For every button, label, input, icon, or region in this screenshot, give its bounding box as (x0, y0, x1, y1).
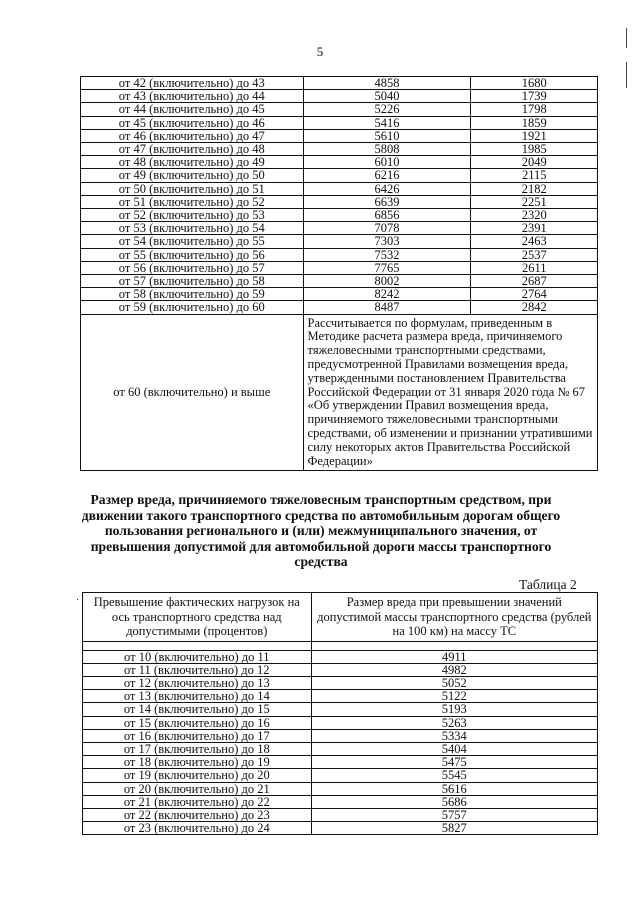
range-cell: от 17 (включительно) до 18 (83, 742, 312, 755)
damage-table-1-body (81, 77, 598, 471)
col1-header: Превышение фактических нагрузок на ось транспортного средства над допустимыми (процентов) (83, 593, 312, 642)
value-b-cell: 1985 (471, 143, 598, 156)
value-b-cell: 1680 (471, 77, 598, 90)
value-b-cell: 1739 (471, 90, 598, 103)
range-cell: от 58 (включительно) до 59 (81, 288, 304, 301)
margin-tick: · (76, 595, 80, 606)
range-cell: от 44 (включительно) до 45 (81, 103, 304, 116)
value-cell: 5686 (311, 795, 597, 808)
range-cell: от 19 (включительно) до 20 (83, 769, 312, 782)
table-row (83, 769, 598, 782)
range-cell: от 10 (включительно) до 11 (83, 650, 312, 663)
value-b-cell: 2320 (471, 209, 598, 222)
value-b-cell: 2764 (471, 288, 598, 301)
range-cell: от 57 (включительно) до 58 (81, 275, 304, 288)
range-cell: от 21 (включительно) до 22 (83, 795, 312, 808)
table-row (83, 782, 598, 795)
table-row (81, 103, 598, 116)
value-a-cell: 5226 (303, 103, 471, 116)
range-cell: от 43 (включительно) до 44 (81, 90, 304, 103)
value-cell: 5193 (311, 703, 597, 716)
value-a-cell: 8242 (303, 288, 471, 301)
value-a-cell: 8002 (303, 275, 471, 288)
value-a-cell: 5416 (303, 116, 471, 129)
value-b-cell: 2391 (471, 222, 598, 235)
table-row (81, 301, 598, 314)
value-cell: 5052 (311, 676, 597, 689)
table-row (83, 676, 598, 689)
table-label: Таблица 2 (519, 577, 577, 592)
value-cell: 4911 (311, 650, 597, 663)
value-cell: 5616 (311, 782, 597, 795)
range-cell: от 47 (включительно) до 48 (81, 143, 304, 156)
table-row (81, 169, 598, 182)
range-cell: от 23 (включительно) до 24 (83, 822, 312, 835)
table-row (81, 129, 598, 142)
value-b-cell: 1798 (471, 103, 598, 116)
value-b-cell: 2611 (471, 261, 598, 274)
formula-note-cell: Рассчитывается по формулам, приведенным в Методике расчета размера вреда, причиняемого тяжеловесными транспортными средствами, предусмотренной Правилами возмещения вреда, утвержденными постановлением Правительства Российской Федерации от 31 января 2020 года № 67 «Об утверждении Правил возмещения вреда, причиняемого тяжеловесными транспортными средствами, об изменении и признании утратившими силу некоторых актов Правительства Российской Федерации» (303, 314, 597, 471)
range-cell: от 20 (включительно) до 21 (83, 782, 312, 795)
value-cell: 5545 (311, 769, 597, 782)
table-row (83, 808, 598, 821)
value-a-cell: 7303 (303, 235, 471, 248)
table-row (81, 77, 598, 90)
range-cell: от 59 (включительно) до 60 (81, 301, 304, 314)
table-row (81, 288, 598, 301)
range-cell: от 51 (включительно) до 52 (81, 195, 304, 208)
value-a-cell: 5610 (303, 129, 471, 142)
range-cell: от 56 (включительно) до 57 (81, 261, 304, 274)
table-row (83, 756, 598, 769)
range-cell: от 16 (включительно) до 17 (83, 729, 312, 742)
table-row (81, 195, 598, 208)
range-cell: от 12 (включительно) до 13 (83, 676, 312, 689)
value-cell: 5263 (311, 716, 597, 729)
range-cell: от 49 (включительно) до 50 (81, 169, 304, 182)
value-a-cell: 5040 (303, 90, 471, 103)
range-cell: от 50 (включительно) до 51 (81, 182, 304, 195)
table-row-formula (81, 314, 598, 471)
value-a-cell: 6216 (303, 169, 471, 182)
table-row (81, 182, 598, 195)
value-cell: 5757 (311, 808, 597, 821)
value-a-cell: 6010 (303, 156, 471, 169)
section-heading: Размер вреда, причиняемого тяжеловесным транспортным средством, при движении такого транспортного средства по автомобильным дорогам общего пользования регионального и (или) межмуниципального значения, от превышения допустимой для автомобильной дороги массы транспортного средства (81, 492, 561, 570)
table-row (81, 222, 598, 235)
value-b-cell: 2115 (471, 169, 598, 182)
table-row (81, 156, 598, 169)
value-b-cell: 2842 (471, 301, 598, 314)
range-cell: от 54 (включительно) до 55 (81, 235, 304, 248)
value-b-cell: 2687 (471, 275, 598, 288)
range-cell: от 53 (включительно) до 54 (81, 222, 304, 235)
table-row (83, 650, 598, 663)
value-b-cell: 2182 (471, 182, 598, 195)
table-row (83, 703, 598, 716)
value-b-cell: 2537 (471, 248, 598, 261)
damage-table-2-body (83, 641, 598, 835)
scan-edge-mark (626, 28, 627, 48)
value-cell: 5475 (311, 756, 597, 769)
damage-table-1 (80, 76, 598, 471)
table-row (83, 690, 598, 703)
table-row (81, 275, 598, 288)
range-cell: от 45 (включительно) до 46 (81, 116, 304, 129)
value-b-cell: 2463 (471, 235, 598, 248)
value-a-cell: 6426 (303, 182, 471, 195)
value-cell: 5334 (311, 729, 597, 742)
value-b-cell: 2251 (471, 195, 598, 208)
range-cell: от 46 (включительно) до 47 (81, 129, 304, 142)
value-cell: 5404 (311, 742, 597, 755)
value-b-cell: 1921 (471, 129, 598, 142)
range-cell: от 48 (включительно) до 49 (81, 156, 304, 169)
value-cell: 5122 (311, 690, 597, 703)
range-cell: от 14 (включительно) до 15 (83, 703, 312, 716)
range-cell: от 42 (включительно) до 43 (81, 77, 304, 90)
value-b-cell: 1859 (471, 116, 598, 129)
range-cell: от 52 (включительно) до 53 (81, 209, 304, 222)
scan-edge-mark (626, 62, 627, 88)
table-row (83, 822, 598, 835)
value-a-cell: 4858 (303, 77, 471, 90)
range-cell: от 18 (включительно) до 19 (83, 756, 312, 769)
range-cell: от 15 (включительно) до 16 (83, 716, 312, 729)
table-row (81, 209, 598, 222)
value-a-cell: 7078 (303, 222, 471, 235)
table-row (83, 716, 598, 729)
value-a-cell: 8487 (303, 301, 471, 314)
table-row (83, 795, 598, 808)
value-a-cell: 7765 (303, 261, 471, 274)
value-cell: 5827 (311, 822, 597, 835)
range-cell: от 13 (включительно) до 14 (83, 690, 312, 703)
table-row (83, 663, 598, 676)
value-a-cell: 5808 (303, 143, 471, 156)
table-row (81, 90, 598, 103)
table-row (81, 143, 598, 156)
page-number: 5 (316, 44, 324, 59)
spacer-cell (311, 641, 597, 650)
table-header-row (83, 593, 598, 642)
table-row (81, 261, 598, 274)
range-cell: от 22 (включительно) до 23 (83, 808, 312, 821)
range-cell: от 60 (включительно) и выше (81, 314, 304, 471)
table-row (83, 729, 598, 742)
range-cell: от 11 (включительно) до 12 (83, 663, 312, 676)
table-row (83, 742, 598, 755)
spacer-cell (83, 641, 312, 650)
table-spacer-row (83, 641, 598, 650)
value-a-cell: 7532 (303, 248, 471, 261)
table-row (81, 116, 598, 129)
table-row (81, 235, 598, 248)
value-b-cell: 2049 (471, 156, 598, 169)
table-row (81, 248, 598, 261)
value-a-cell: 6639 (303, 195, 471, 208)
damage-table-2 (82, 592, 598, 835)
value-cell: 4982 (311, 663, 597, 676)
col2-header: Размер вреда при превышении значений допустимой массы транспортного средства (рублей на 100 км) на массу ТС (311, 593, 597, 642)
value-a-cell: 6856 (303, 209, 471, 222)
range-cell: от 55 (включительно) до 56 (81, 248, 304, 261)
